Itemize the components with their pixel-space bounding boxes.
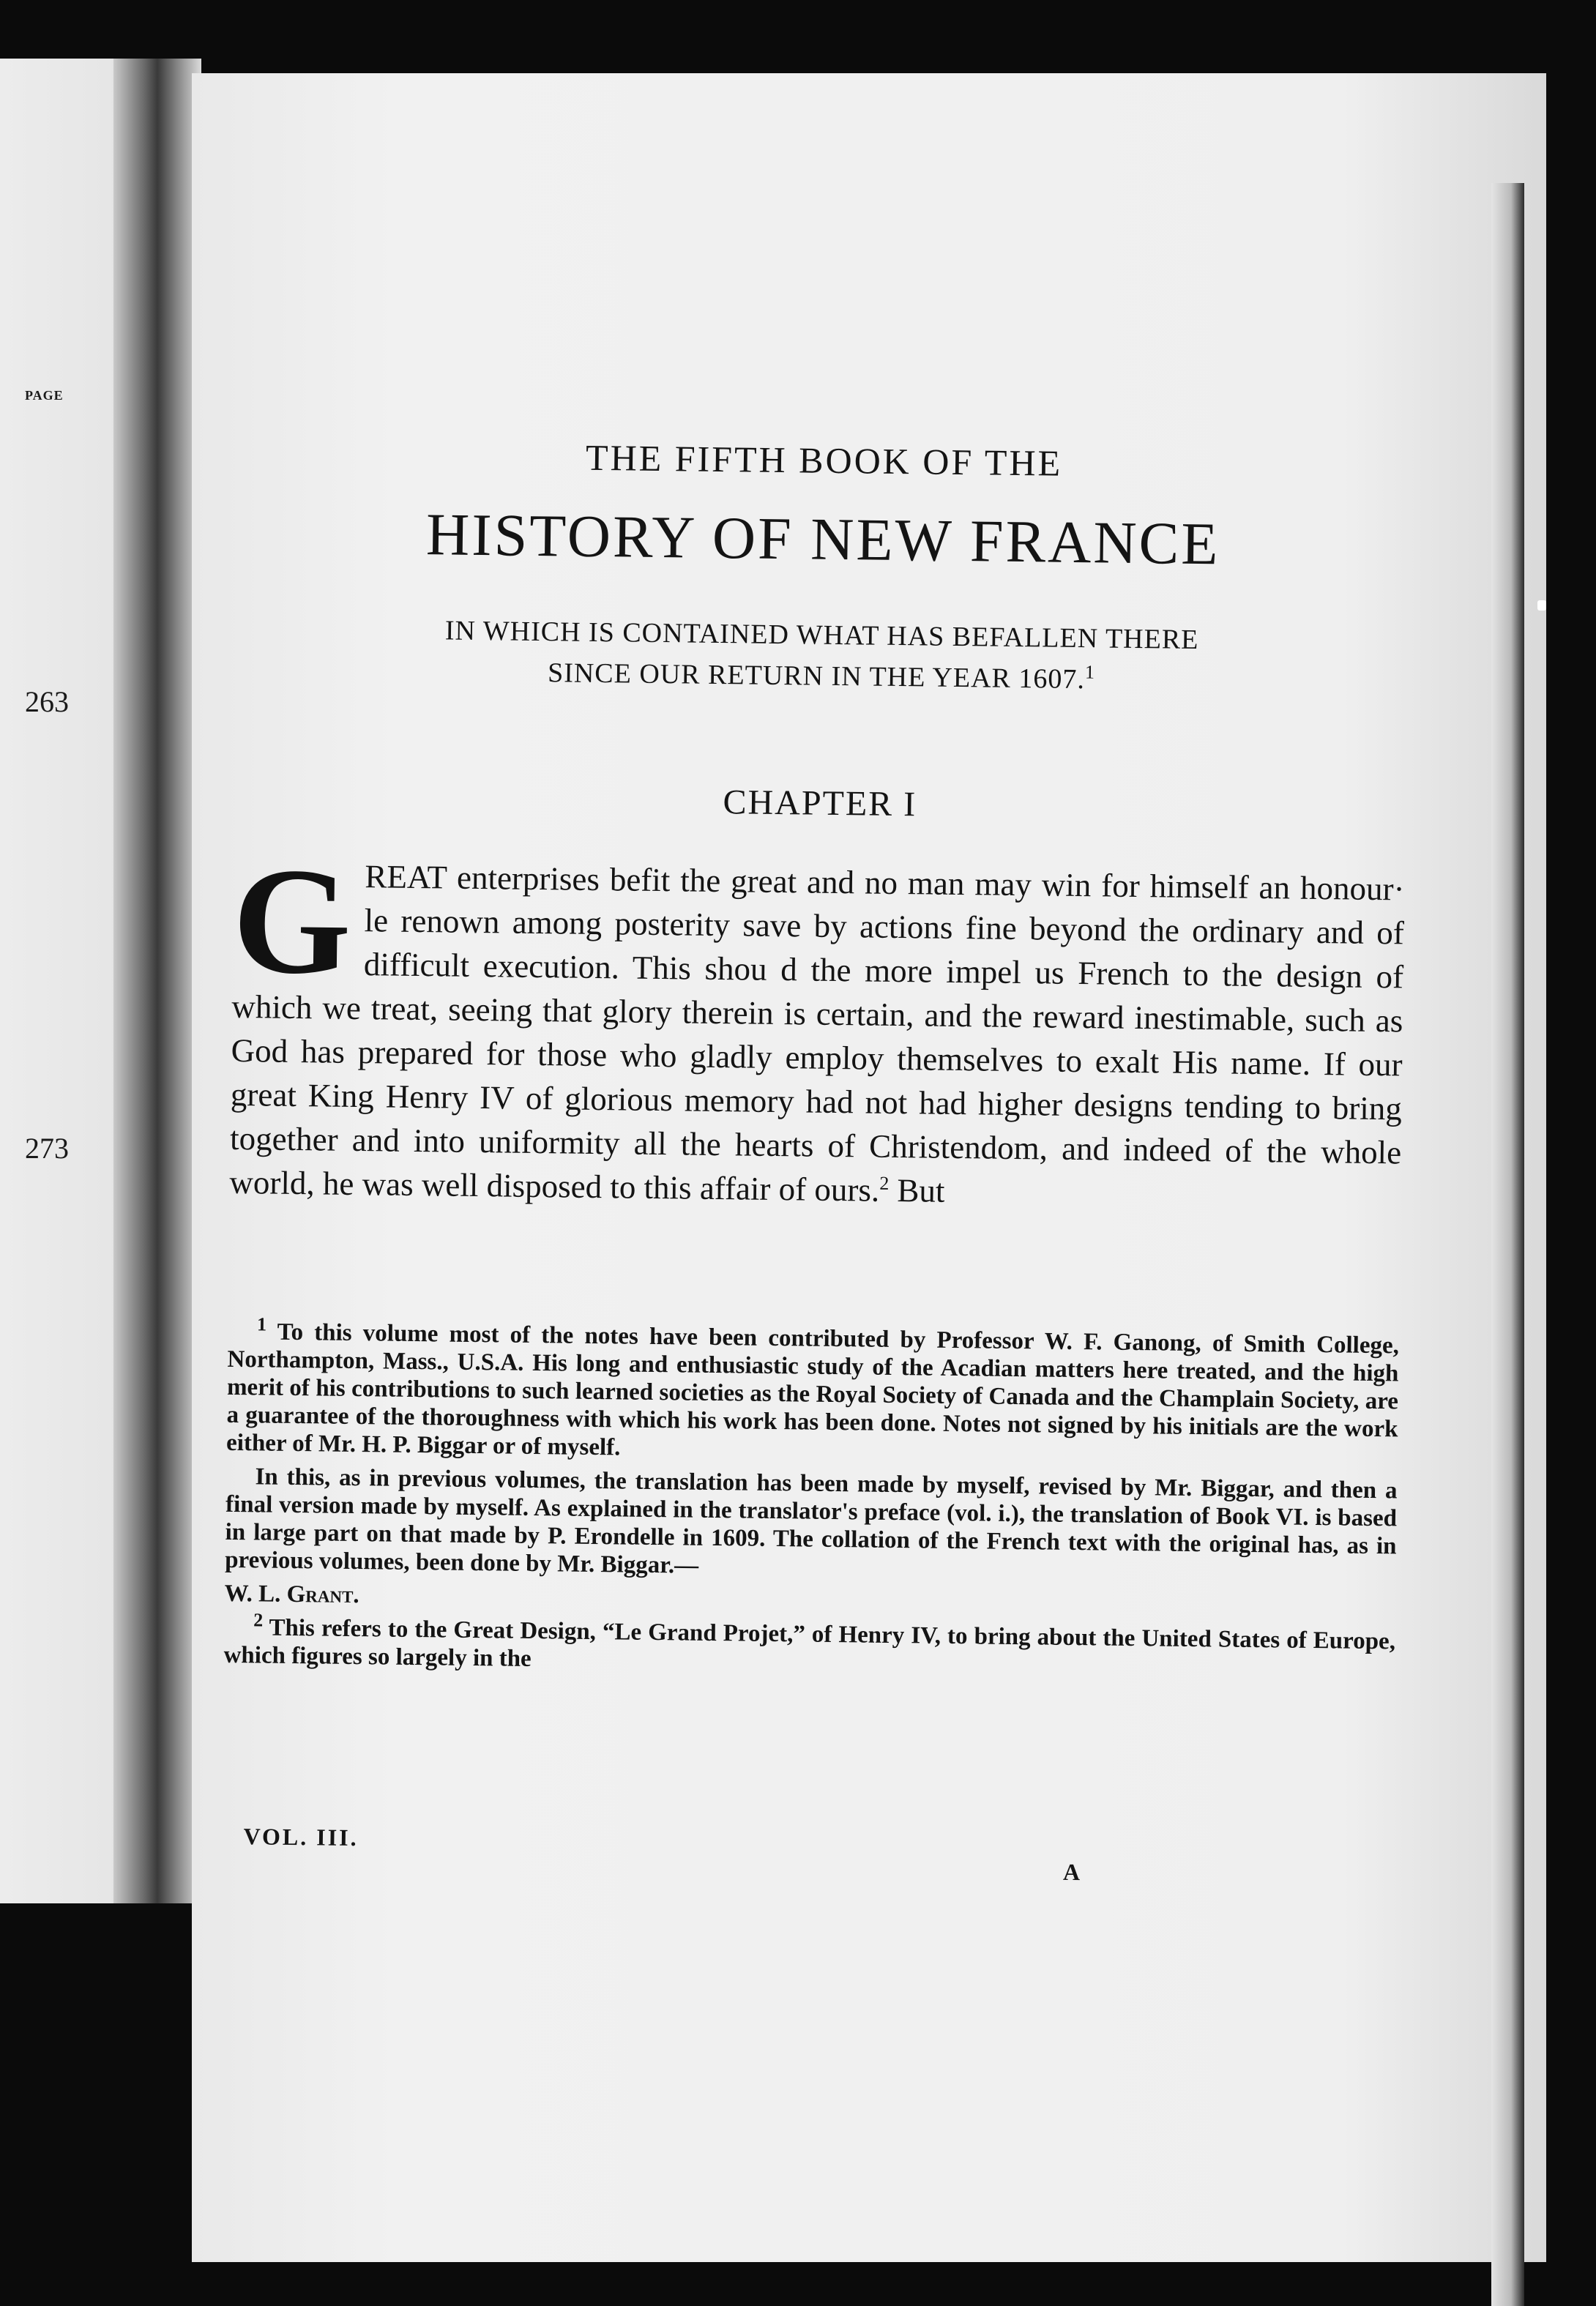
book-page	[192, 73, 1546, 2262]
subtitle	[236, 608, 1408, 704]
footnote-marker: 2	[253, 1609, 264, 1631]
paragraph-text-end: But	[888, 1171, 945, 1209]
footnote-2	[223, 1609, 1396, 1684]
footnotes	[223, 1313, 1400, 1690]
book-line: THE FIFTH BOOK OF THE	[585, 436, 1063, 484]
footnote-1-text: To this volume most of the notes have been contributed by Professor W. F. Ganong, of Smith College, Northampton, Mass., U.S.A. His long and enthusiastic study of the Acadian matters here treated, and the high merit of his contributions to such learned societies as the Royal Society of Canada and the Champlain Society, are a guarantee of the thoroughness with which his work has been done. Notes not signed by his initials are the work either of Mr. H. P. Biggar or of myself.	[225, 1318, 1400, 1461]
footnote-1-continued	[225, 1463, 1398, 1589]
footnote-2-text: This refers to the Great Design, “Le Grand Projet,” of Henry IV, to bring about the United States of Europe, which figures so largely in the	[223, 1614, 1396, 1672]
signature-mark: A	[1062, 1858, 1081, 1886]
footnote-1	[225, 1313, 1400, 1471]
footnote-signoff: W. L. Grant.	[224, 1580, 359, 1609]
subtitle-line-1: IN WHICH IS CONTAINED WHAT HAS BEFALLEN THERE	[444, 615, 1199, 656]
page-column-label: PAGE	[25, 388, 64, 403]
page-edge-shadow	[1491, 183, 1524, 2306]
scan-artifact	[1537, 600, 1546, 611]
footnote-ref: 2	[879, 1172, 890, 1194]
drop-cap: G	[231, 835, 353, 1006]
footnote-marker: 1	[256, 1313, 267, 1335]
subtitle-line-2-text: SINCE OUR RETURN IN THE YEAR 1607.	[547, 657, 1086, 695]
paragraph-text: REAT enterprises befit the great and no man may win for himself an honour· le renown among posterity save by actions fine beyond the ordinary and of difficult execution. This shou d the more impel us French to the design of which we treat, seeing that glory therein is certain, and the reward inestimable, such as God has prepared for those who gladly employ themselves to exalt His name. If our great King Henry IV of glorious memory had not had higher designs tending to bring together and into uniformity all the hearts of Christendom, and indeed of the whole world, he was well disposed to this affair of ours.	[229, 858, 1405, 1209]
footnote-1-continued-text: In this, as in previous volumes, the translation has been made by myself, revised by Mr. Biggar, and then a final version made by myself. As explained in the translator's preface (vol. i.), the translation of Book VI. is based in large part on that made by P. Erondelle in 1609. The collation of the French text with the original has, as in previous volumes, been done by Mr. Biggar.—	[224, 1463, 1398, 1579]
marginal-page-number: 273	[25, 1132, 69, 1165]
marginal-page-number: 263	[25, 685, 69, 718]
chapter-heading: CHAPTER I	[723, 783, 917, 824]
volume-line: VOL. III.	[243, 1823, 359, 1851]
book-gutter	[113, 59, 201, 1903]
footnote-ref: 1	[1084, 661, 1096, 683]
chapter-paragraph	[229, 835, 1405, 1219]
page-text	[223, 73, 1414, 1886]
page-title: HISTORY OF NEW FRANCE	[425, 501, 1220, 578]
